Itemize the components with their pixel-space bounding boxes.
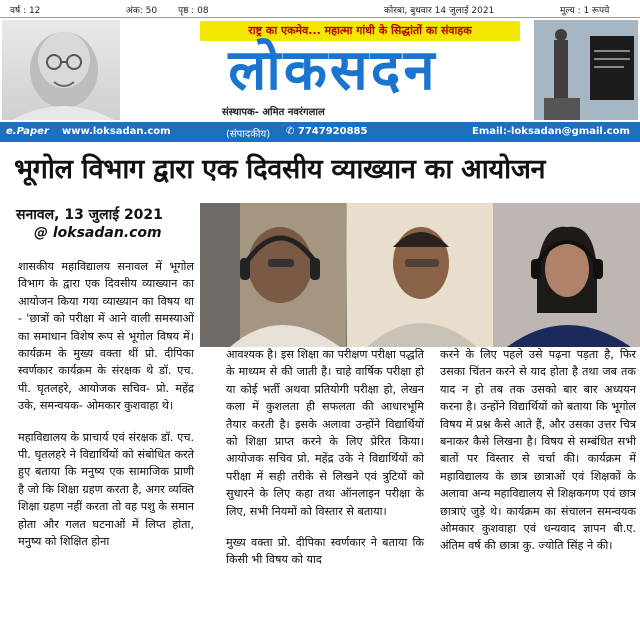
article-column-3 (440, 346, 636, 555)
article-column-2 (226, 346, 424, 569)
dateline-text: सनावल, 13 जुलाई 2021 (16, 207, 163, 223)
issue-label: अंक: 50 (126, 6, 158, 16)
slogan-banner: राष्ट्र का एकमेव... महात्मा गांधी के सिद्धांतों का संवाहक (200, 21, 520, 41)
statue-image (534, 20, 638, 120)
epaper-label: e.Paper (6, 126, 49, 137)
pages-label: पृष्ठ : 08 (178, 6, 209, 16)
issue-info-bar (0, 0, 640, 18)
email-link[interactable]: Email:-loksadan@gmail.com (472, 126, 630, 137)
dateline (16, 206, 163, 242)
source-text: @ loksadan.com (34, 225, 162, 241)
video-call-screenshot (200, 203, 640, 347)
speaker-photo-1 (200, 203, 347, 347)
column2-paragraph-2: मुख्य वक्ता प्रो. दीपिका स्वर्णकार ने बताया कि किसी भी विषय को याद (226, 536, 424, 567)
phone-number: ✆ 7747920885 (286, 126, 368, 137)
column2-paragraph-1: आवश्यक है। इस शिक्षा का परीक्षण परीक्षा पद्धति के माध्यम से की जाती है। चाहे वार्षिक परीक्षा हो या कोई भर्ती अथवा प्रतियोगी परीक्षा हो, लेखन कला में कुशलता ही सफलता की आधारभूमि तैयार करती है। इसके अलावा उन्होंने विद्यार्थियों को शिक्षा प्राप्त करने के लिए प्रेरित किया। आयोजक सचिव प्रो. महेंद्र उके ने विद्यार्थियों को परीक्षा में सही तरीके से लिखने एवं त्रुटियों को सुधारने के लिए कहा तथा ऑनलाइन परीक्षा के लिए, सभी नियमों को विस्तार से बताया। (226, 348, 424, 518)
column3-paragraph-1: करने के लिए पहले उसे पढ़ना पड़ता है, फिर उसका चिंतन करने से याद होता है तथा जब तक याद न हो तब तक उसको बार बार अध्ययन करना है। उन्होंने विद्यार्थियों को बताया कि भूगोल विषय में प्रश्न कैसे आते हैं, और उसका उत्तर चित्र बनाकर कैसे लिखना है। विषय से सम्बंधित सभी बातों पर विस्तार से चर्चा की। कार्यक्रम में महाविद्यालय के छात्र छात्राओं एवं शिक्षकों के अलावा अन्य महाविद्यालय से शिक्षकगण एवं छात्र छात्राएं जुड़े थे। कार्यक्रम का संचालन समन्वयक ओमकार कुशवाहा एवं धन्यवाद ज्ञापन बी.ए. अंतिम वर्ष की छात्रा कु. ज्योति सिंह ने की। (440, 348, 636, 553)
website-link[interactable]: www.loksadan.com (62, 126, 171, 137)
article-headline: भूगोल विभाग द्वारा एक दिवसीय व्याख्यान का आयोजन (14, 154, 546, 185)
article-column-1 (18, 258, 194, 551)
speaker-photo-3 (493, 203, 640, 347)
phone-text: 7747920885 (297, 126, 368, 137)
epaper-contact-bar (0, 122, 640, 142)
founder-line: संस्थापक- अमित नवरंगलाल (222, 107, 325, 118)
year-label: वर्ष : 12 (10, 6, 41, 16)
date-place-label: कोरबा, बुधवार 14 जुलाई 2021 (384, 6, 495, 16)
masthead (0, 18, 640, 122)
price-label: मूल्य : 1 रूपये (560, 6, 610, 16)
speaker-photo-2 (347, 203, 494, 347)
gandhi-portrait-image (2, 20, 120, 120)
newspaper-logo: लोकसदन (228, 38, 438, 103)
editor-label: (संपादकीय) (226, 129, 271, 140)
column1-paragraph-2: महाविद्यालय के प्राचार्य एवं संरक्षक डॉ. एच. पी. घृतलहरे ने विद्यार्थियों को संबोधित करते हुए बताया कि मनुष्य एक सामाजिक प्राणी है जो कि शिक्षा ग्रहण करता है, अगर व्यक्ति शिक्षा ग्रहण नहीं करता तो वह पशु के समान होता और गलत घटनाओं में लिप्त होता, मनुष्य को शिक्षित होना (18, 430, 194, 549)
column1-paragraph-1: शासकीय महाविद्यालय सनावल में भूगोल विभाग के द्वारा एक दिवसीय व्याख्यान का आयोजन किया गया व्याख्यान का विषय था - 'छात्रों को परीक्षा में आने वाली समस्याओं का समाधान विशेष रूप से भूगोल विषय में। कार्यक्रम के मुख्य वक्ता थीं प्रो. दीपिका स्वर्णकार कार्यक्रम के संरक्षक थे डॉ. एच. पी. घृतलहरे, आयोजक सचिव- प्रो. महेंद्र उके, समन्वयक- ओमकार कुशवाहा थे। (18, 260, 194, 413)
